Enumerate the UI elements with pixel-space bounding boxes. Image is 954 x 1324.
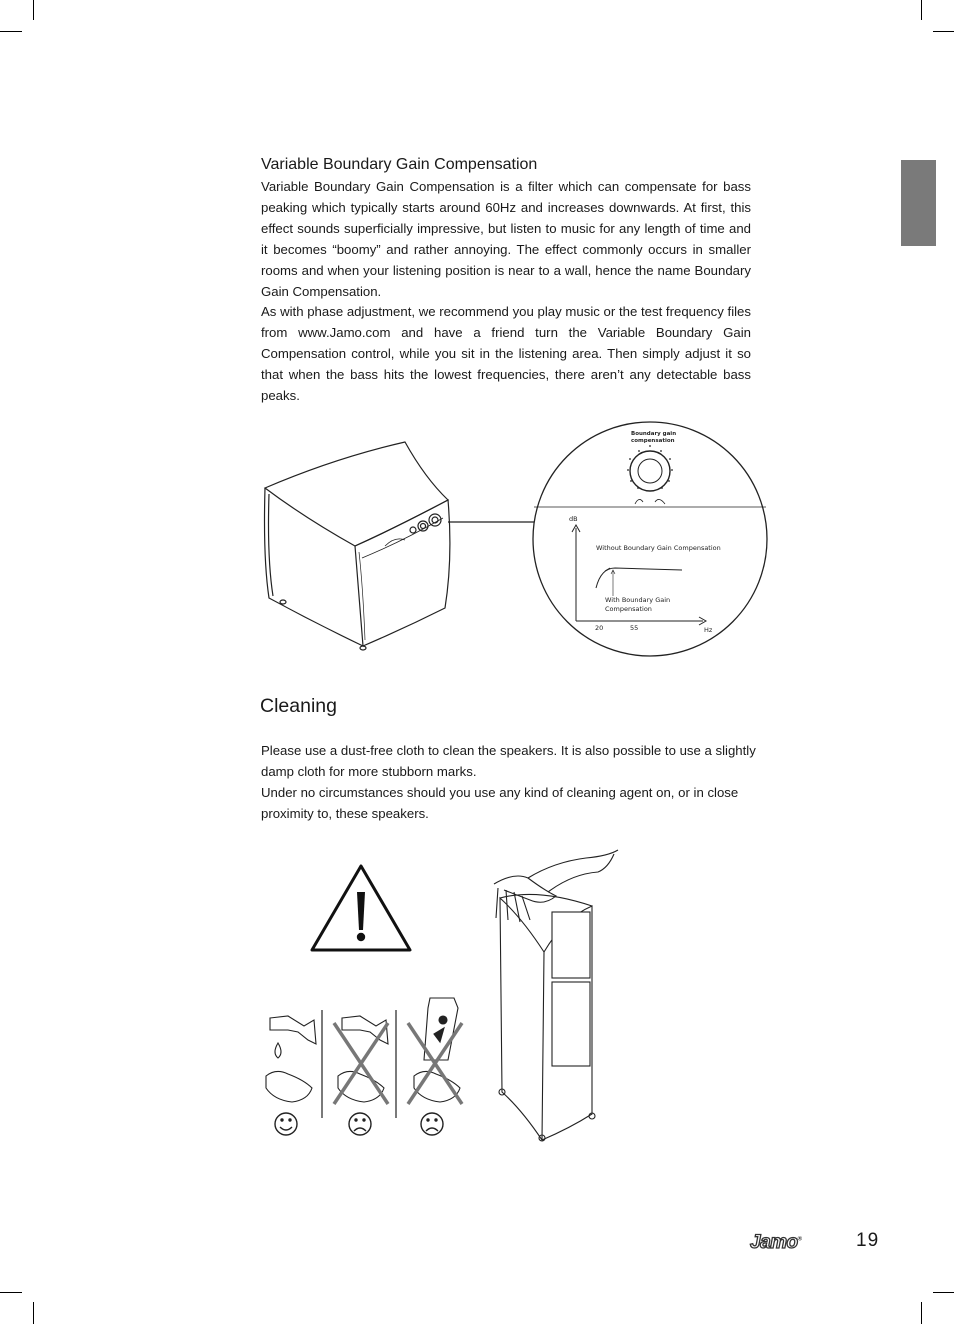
curve-with-label-1: With Boundary Gain — [605, 596, 671, 604]
vbgc-heading: Variable Boundary Gain Compensation — [261, 156, 538, 173]
knob-label-2: compensation — [631, 438, 675, 444]
crop-mark — [933, 31, 954, 32]
crop-mark — [33, 1302, 34, 1324]
cleaning-section — [261, 741, 776, 825]
vbgc-paragraph-2: As with phase adjustment, we recommend you play music or the test frequency files from www.Jamo.com and have a friend turn the Variable Boundary Gain Compensation control, while you sit in the listening area. Then simply adjust it so that when the bass hits the lowest frequencies, there aren’t any detectable bass peaks. — [261, 304, 751, 404]
warning-icon — [312, 866, 410, 950]
tick-55: 55 — [630, 624, 639, 632]
crop-mark — [33, 0, 34, 20]
crop-mark — [921, 0, 922, 20]
crop-mark — [0, 31, 22, 32]
cleaning-heading: Cleaning — [260, 695, 337, 717]
crop-mark — [921, 1302, 922, 1324]
y-axis-label: dB — [569, 515, 578, 523]
crop-mark — [933, 1292, 954, 1293]
sad-face-icon — [349, 1113, 371, 1135]
sad-face-icon — [421, 1113, 443, 1135]
cleaning-illustration — [258, 848, 638, 1148]
curve-with-label-2: Compensation — [605, 605, 652, 613]
page-number: 19 — [856, 1230, 880, 1251]
happy-face-icon — [275, 1113, 297, 1135]
x-axis-label: Hz — [704, 626, 713, 634]
section-tab-marker — [901, 160, 936, 246]
subwoofer-illustration — [265, 442, 450, 650]
vbgc-section — [261, 156, 751, 407]
cleaning-agent-prohibited-icon — [408, 998, 462, 1104]
vbgc-paragraph-1: Variable Boundary Gain Compensation is a filter which can compensate for bass peaking which typically starts around 60Hz and increases downwards. At first, this effect sounds superficially impressive, but listen to music for any length of time and it becomes “boomy” and rather annoying. The effect commonly occurs in smaller rooms and when your listening position is near to a wall, hence the name Boundary Gain Compensation. — [261, 179, 751, 299]
cleaning-paragraph-2: Under no circumstances should you use any kind of cleaning agent on, or in close proximity to, these speakers. — [261, 784, 739, 821]
curve-without-label: Without Boundary Gain Compensation — [596, 544, 721, 552]
subwoofer-diagram — [255, 418, 775, 662]
cleaning-paragraph-1: Please use a dust-free cloth to clean the speakers. It is also possible to use a slightly damp cloth for more stubborn marks. — [261, 743, 756, 779]
tower-speaker-illustration — [494, 850, 618, 1141]
tick-20: 20 — [595, 624, 604, 632]
jamo-logo: Jamo® — [750, 1232, 802, 1253]
wet-cloth-prohibited-icon — [334, 1016, 388, 1104]
crop-mark — [0, 1292, 22, 1293]
knob-label-1: Boundary gain — [631, 431, 677, 437]
water-cloth-icon — [266, 1016, 316, 1102]
